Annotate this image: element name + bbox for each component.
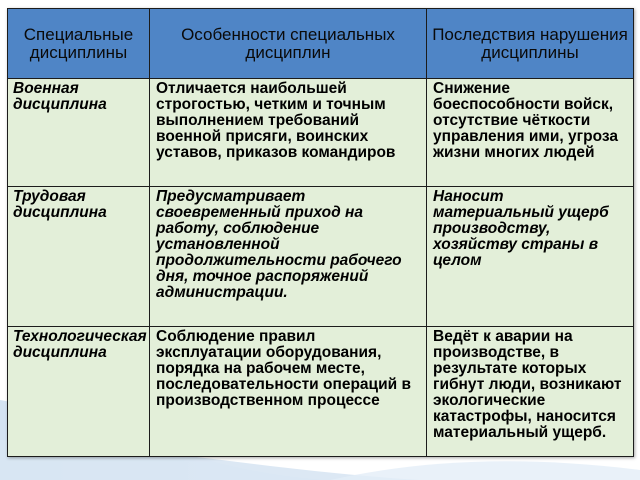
header-special-disciplines: Специальные дисциплины — [8, 9, 150, 79]
row-military-name: Военная дисциплина — [8, 79, 150, 187]
row-labor-consequences: Наносит материальный ущерб производству, хозяйству страны в целом — [427, 187, 634, 327]
table-row — [8, 327, 634, 457]
header-features: Особенности специальных дисциплин — [150, 9, 427, 79]
row-tech-features: Соблюдение правил эксплуатации оборудования, порядка на рабочем месте, последовательности операций в производственном процессе — [150, 327, 427, 457]
table-row — [8, 187, 634, 327]
table-row — [8, 79, 634, 187]
header-consequences: Последствия нарушения дисциплины — [427, 9, 634, 79]
row-military-consequences: Снижение боеспособности войск, отсутствие чёткости управления ими, угроза жизни многих людей — [427, 79, 634, 187]
row-tech-name: Технологическая дисциплина — [8, 327, 150, 457]
row-military-features: Отличается наибольшей строгостью, четким и точным выполнением требований военной присяги, воинских уставов, приказов командиров — [150, 79, 427, 187]
disciplines-table — [7, 8, 634, 457]
row-tech-consequences: Ведёт к аварии на производстве, в результате которых гибнут люди, возникают экологические катастрофы, наносится материальный ущерб. — [427, 327, 634, 457]
row-labor-features: Предусматривает своевременный приход на работу, соблюдение установленной продолжительности рабочего дня, точное распоряжений администрации. — [150, 187, 427, 327]
row-labor-name: Трудовая дисциплина — [8, 187, 150, 327]
table-header-row — [8, 9, 634, 79]
